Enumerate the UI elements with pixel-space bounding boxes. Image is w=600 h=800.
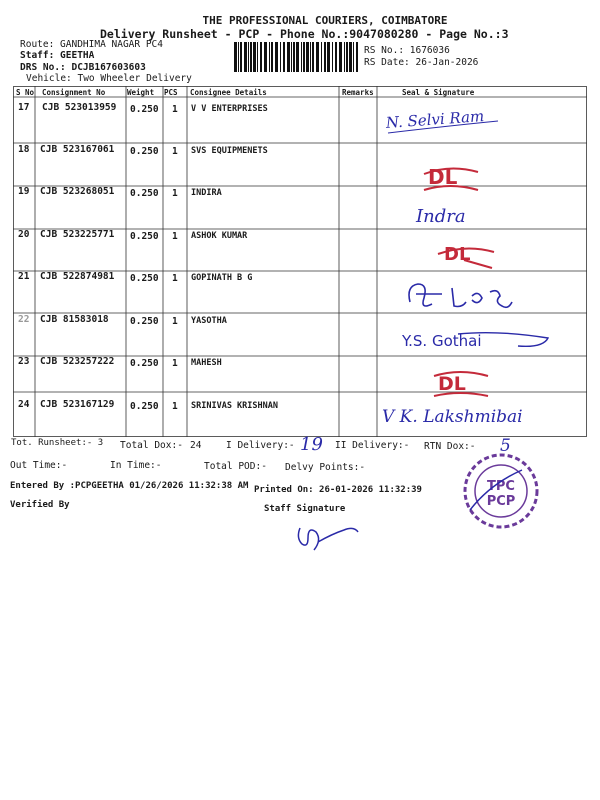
svg-text:DL: DL (438, 373, 466, 395)
signature-row-19 (412, 200, 502, 230)
svg-text:N. Selvi Ram: N. Selvi Ram (385, 107, 485, 132)
staff-label: Staff: GEETHA (20, 50, 95, 61)
row-consignment: CJB 523167061 (40, 144, 115, 155)
total-pod-label: Total POD:- (204, 461, 267, 472)
svg-text:DL: DL (444, 244, 471, 265)
rtn-dox-handwritten: 5 (500, 436, 511, 456)
svg-text:Indra: Indra (416, 206, 466, 227)
col-consignee: Consignee Details (190, 88, 267, 97)
staff-signature-label: Staff Signature (264, 504, 346, 514)
row-weight: 0.250 (130, 316, 159, 327)
row-weight: 0.250 (130, 273, 159, 284)
col-pcs: PCS (164, 88, 178, 97)
row-weight: 0.250 (130, 231, 159, 242)
rs-number: RS No.: 1676036 (364, 45, 450, 56)
total-dox-label: Total Dox:- (120, 440, 183, 451)
row-consignee: YASOTHA (191, 316, 227, 326)
row-sno: 20 (18, 229, 30, 240)
stamp-dl-row-18 (420, 160, 480, 194)
runsheet-table-grid (13, 86, 587, 437)
i-delivery-handwritten: 19 (300, 434, 323, 455)
ii-delivery-label: II Delivery:- (335, 440, 410, 451)
svg-text:PCP: PCP (486, 494, 516, 509)
row-pcs: 1 (172, 401, 178, 412)
row-weight: 0.250 (130, 188, 159, 199)
row-consignee: SRINIVAS KRISHNAN (191, 401, 278, 411)
svg-text:V K. Lakshmibai: V K. Lakshmibai (382, 407, 523, 427)
signature-row-24 (378, 400, 588, 434)
stamp-dl-row-20 (436, 238, 496, 270)
row-weight: 0.250 (130, 146, 159, 157)
row-sno: 18 (18, 144, 30, 155)
office-stamp (460, 450, 542, 532)
row-consignee: MAHESH (191, 358, 222, 368)
svg-text:TPC: TPC (487, 479, 515, 494)
col-remarks: Remarks (342, 88, 374, 97)
in-time-label: In Time:- (110, 460, 162, 471)
printed-on: Printed On: 26-01-2026 11:32:39 (254, 485, 422, 495)
svg-text:DL: DL (428, 165, 458, 189)
svg-text:Y.S. Gothai: Y.S. Gothai (402, 332, 482, 350)
row-weight: 0.250 (130, 401, 159, 412)
row-weight: 0.250 (130, 358, 159, 369)
company-name: THE PROFESSIONAL COURIERS, COIMBATORE (202, 14, 448, 27)
row-consignment: CJB 523268051 (40, 186, 115, 197)
col-sno: S No (16, 88, 35, 97)
entered-by: Entered By :PCPGEETHA 01/26/2026 11:32:38 AM (10, 481, 249, 491)
vehicle-label: Vehicle: Two Wheeler Delivery (26, 73, 192, 84)
row-consignment: CJB 523225771 (40, 229, 115, 240)
row-consignment: CJB 523167129 (40, 399, 115, 410)
row-sno: 19 (18, 186, 30, 197)
barcode (233, 42, 361, 72)
row-consignee: V V ENTERPRISES (191, 104, 268, 114)
signature-row-22 (398, 326, 558, 354)
verified-by: Verified By (10, 500, 70, 510)
row-pcs: 1 (172, 316, 178, 327)
row-consignee: GOPINATH B G (191, 273, 253, 283)
row-consignment: CJB 523013959 (42, 102, 117, 113)
stamp-dl-row-23 (430, 366, 490, 400)
row-sno: 22 (18, 314, 30, 325)
col-consignment: Consignment No (42, 88, 106, 97)
col-seal-signature: Seal & Signature (402, 88, 475, 97)
route-label: Route: GANDHIMA NAGAR PC4 (20, 39, 163, 50)
row-sno: 17 (18, 102, 30, 113)
row-sno: 21 (18, 271, 30, 282)
row-pcs: 1 (172, 104, 178, 115)
row-sno: 23 (18, 356, 30, 367)
signature-row-21 (402, 276, 522, 314)
i-delivery-label: I Delivery:- (226, 440, 295, 451)
rtn-dox-label: RTN Dox:- (424, 441, 476, 452)
signature-row-17 (378, 103, 578, 137)
row-consignment: CJB 81583018 (40, 314, 109, 325)
row-consignment: CJB 523257222 (40, 356, 115, 367)
row-pcs: 1 (172, 231, 178, 242)
staff-signature (292, 518, 362, 558)
row-consignee: SVS EQUIPMENETS (191, 146, 268, 156)
row-weight: 0.250 (130, 104, 159, 115)
row-pcs: 1 (172, 273, 178, 284)
rs-date: RS Date: 26-Jan-2026 (364, 57, 479, 68)
out-time-label: Out Time:- (10, 460, 68, 471)
tot-runsheet: Tot. Runsheet:- 3 (11, 438, 104, 448)
row-consignee: ASHOK KUMAR (191, 231, 248, 241)
drs-number: DRS No.: DCJB167603603 (20, 62, 146, 73)
total-dox-value: 24 (190, 440, 202, 451)
row-pcs: 1 (172, 188, 178, 199)
runsheet-title: Delivery Runsheet - PCP - Phone No.:9047080280 - Page No.:3 (100, 27, 509, 41)
row-sno: 24 (18, 399, 30, 410)
row-pcs: 1 (172, 358, 178, 369)
row-pcs: 1 (172, 146, 178, 157)
delvy-points-label: Delvy Points:- (285, 462, 366, 473)
col-weight: Weight (127, 88, 155, 97)
row-consignment: CJB 522874981 (40, 271, 115, 282)
row-consignee: INDIRA (191, 188, 222, 198)
